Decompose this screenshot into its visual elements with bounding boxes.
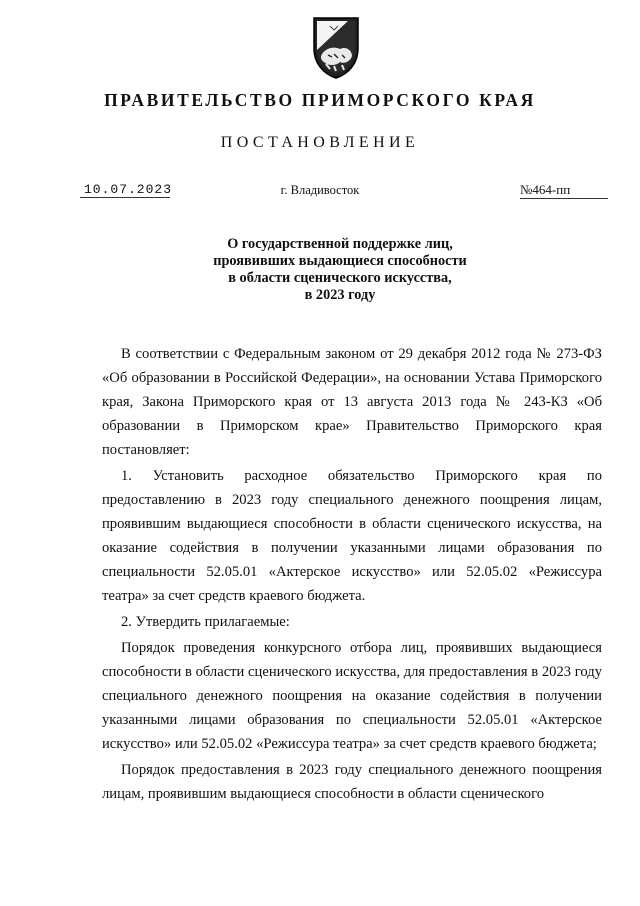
- body-paragraph: Порядок предоставления в 2023 году специального денежного поощрения лицам, проявившим выдающиеся способности в области сценического: [102, 762, 602, 802]
- document-number: №464-пп: [520, 182, 608, 199]
- document-body: [102, 342, 602, 808]
- document-type: ПОСТАНОВЛЕНИЕ: [220, 134, 420, 151]
- body-paragraph: В соответствии с Федеральным законом от 29 декабря 2012 года № 273-ФЗ «Об образовании в Российской Федерации», на основании Устава Приморского края, Закона Приморского края от 13 августа 2013 года № 243-КЗ «Об образовании в Приморском крае» Правительство Приморского края постановляет:: [102, 346, 602, 458]
- subject-line: О государственной поддержке лиц,: [227, 236, 453, 252]
- coat-of-arms-icon: [308, 14, 364, 80]
- subject-line: в 2023 году: [304, 287, 376, 303]
- document-subject: [120, 236, 560, 304]
- body-paragraph: 1. Установить расходное обязательство Приморского края по предоставлению в 2023 году специального денежного поощрения лицам, проявившим выдающиеся способности в области сценического искусства, на оказание содействия в получении указанными лицами образования по специальности 52.05.01 «Актерское искусство» или 52.05.02 «Режиссура театра» за счет средств краевого бюджета.: [102, 468, 602, 604]
- body-paragraph: 2. Утвердить прилагаемые:: [121, 614, 290, 630]
- subject-line: проявивших выдающиеся способности: [213, 253, 467, 269]
- document-city: г. Владивосток: [280, 183, 360, 197]
- document-date: 10.07.2023: [80, 182, 170, 198]
- government-title: ПРАВИТЕЛЬСТВО ПРИМОРСКОГО КРАЯ: [104, 90, 536, 110]
- subject-line: в области сценического искусства,: [228, 270, 452, 286]
- body-paragraph: Порядок проведения конкурсного отбора лиц, проявивших выдающиеся способности в области сценического искусства, для предоставления в 2023 году специального денежного поощрения на оказание содействия в получении указанными лицами образования по специальности 52.05.01 «Актерское искусство» или 52.05.02 «Режиссура театра» за счет средств краевого бюджета;: [102, 640, 602, 752]
